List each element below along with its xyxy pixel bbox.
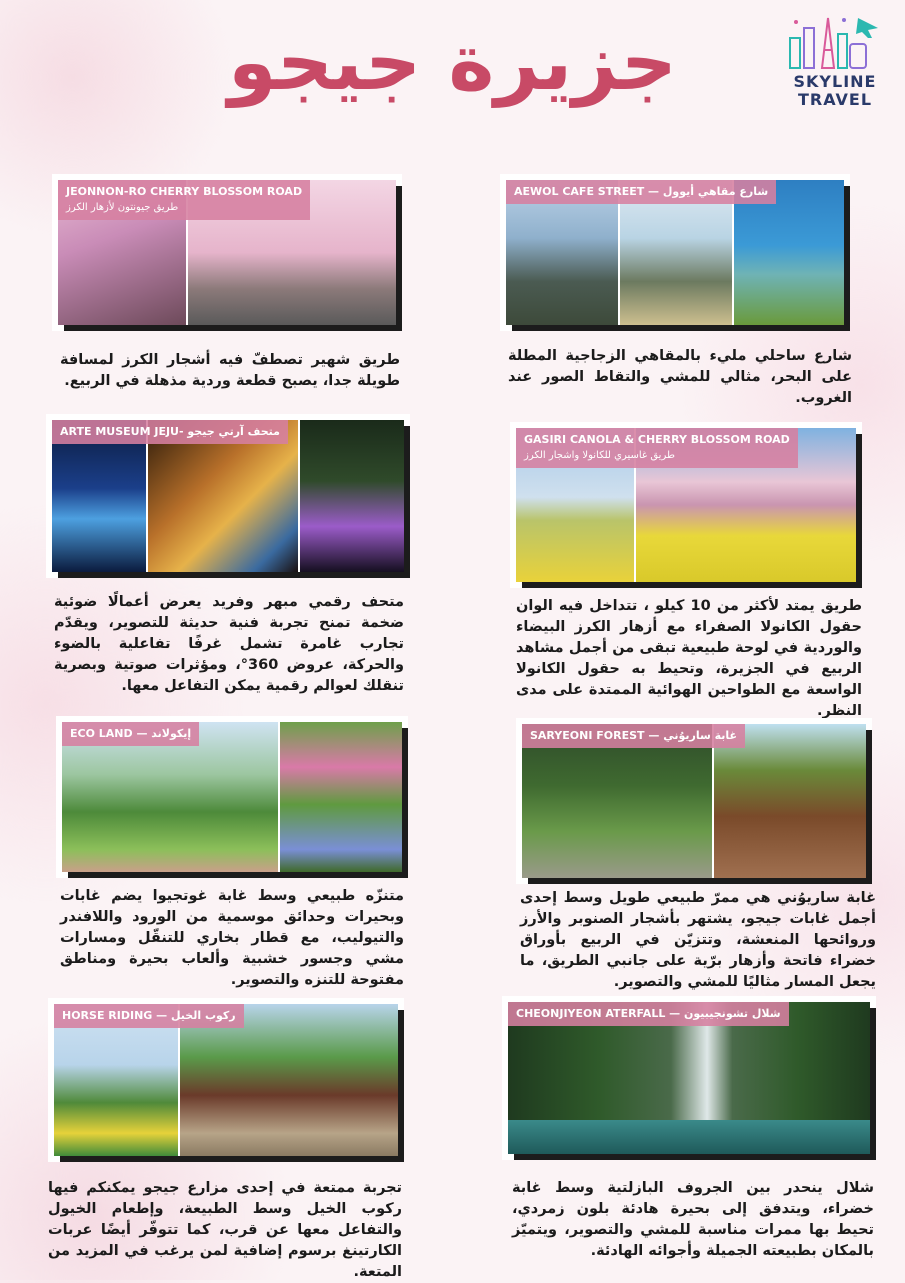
- card-description: متنزّه طبيعي وسط غابة غوتجيوا يضم غابات وبحيرات وحدائق موسمية من الورود واللافندر والتيوليب، مع قطار بخاري للتنقّل ومسارات مشي وجسور خشبية وألعاب بحيرة ومناطق مفتوحة للتنزه والتصوير.: [60, 888, 404, 988]
- photo-label: CHEONJIYEON ATERFALL — شلال تشونجيبيون: [508, 1002, 789, 1026]
- page-title: جزيرة جيجو: [228, 18, 677, 108]
- photo-eco-land: [62, 722, 402, 872]
- photo-label: JEONNON-RO CHERRY BLOSSOM ROAD طريق جيونتون لأزهار الكرز: [58, 180, 310, 220]
- card-description: تجربة ممتعة في إحدى مزارع جيجو يمكنكم فيها ركوب الخيل وسط الطبيعة، وإطعام الخيول والتفاعل معها عن قرب، كما تتوفّر أيضًا عربات الكارتينغ برسوم إضافية لمن يرغب في المزيد من المتعة.: [48, 1180, 402, 1280]
- photo-aewol: [506, 180, 844, 325]
- skyline-travel-logo: [780, 10, 890, 110]
- photo-arte-museum: [52, 420, 404, 572]
- photo-label: GASIRI CANOLA & CHERRY BLOSSOM ROAD طريق غاسيري للكانولا واشجار الكرز: [516, 428, 798, 468]
- city-skyline-icon: [780, 10, 890, 70]
- logo-line2: TRAVEL: [797, 90, 873, 109]
- photo-label: ARTE MUSEUM JEJU- متحف آرتي جيجو: [52, 420, 288, 444]
- photo-cheonjiyeon: [508, 1002, 870, 1154]
- card-description: متحف رقمي مبهر وفريد يعرض أعمالًا ضوئية ضخمة تمنح تجربة فنية حديثة للتصوير، ويقدّم تجارب غامرة تشمل غرفًا تفاعلية بالضوء والحركة، عروض 360°، ومؤثرات صوتية وبصرية تنقلك لعوالم رقمية يمكن التفاعل معها.: [54, 594, 404, 694]
- card-description: شارع ساحلي مليء بالمقاهي الزجاجية المطلة على البحر، مثالي للمشي والتقاط الصور عند الغروب.: [508, 348, 852, 406]
- photo-label: HORSE RIDING — ركوب الخيل: [54, 1004, 244, 1028]
- card-description: شلال ينحدر بين الجروف البازلتية وسط غابة خضراء، ويتدفق إلى بحيرة هادئة بلون زمردي، تحيط بها ممرات مناسبة للمشي والتصوير، ويتميّز بالمكان بطبيعته الجميلة وأجوائه الهادئة.: [512, 1180, 874, 1259]
- photo-gasiri: [516, 428, 856, 582]
- photo-saryeoni: [522, 724, 866, 878]
- photo-label: SARYEONI FOREST — غابة ساريوُني: [522, 724, 745, 748]
- photo-label: AEWOL CAFE STREET — شارع مقاهي أيوول: [506, 180, 776, 204]
- photo-label: ECO LAND — إيكولاند: [62, 722, 199, 746]
- photo-jeonnon-ro: [58, 180, 396, 325]
- card-description: طريق شهير تصطفّ فيه أشجار الكرز لمسافة طويلة جدا، يصبح قطعة وردية مذهلة في الربيع.: [60, 352, 400, 389]
- logo-line1: SKYLINE: [793, 72, 877, 91]
- photo-horse-riding: [54, 1004, 398, 1156]
- card-description: طريق يمتد لأكثر من 10 كيلو ، تتداخل فيه الوان حقول الكانولا الصفراء مع أزهار الكرز البيضاء والوردية في لوحة طبيعية تبقى من أجمل مشاهد الربيع في الجزيرة، وتحيط به حقول الكانولا الواسعة مع الطواحين الهوائية الممتدة على مدى النظر.: [516, 598, 862, 719]
- card-description: غابة ساريوُني هي ممرّ طبيعي طويل وسط إحدى أجمل غابات جيجو، يشتهر بأشجار الصنوبر والأرز وروائحها المنعشة، وتتزيّن في الربيع بأوراق خضراء فاتحة وأزهار برّية على جانبي الطريق، ما يجعل المسار مثاليًا للمشي والتصوير.: [520, 890, 876, 990]
